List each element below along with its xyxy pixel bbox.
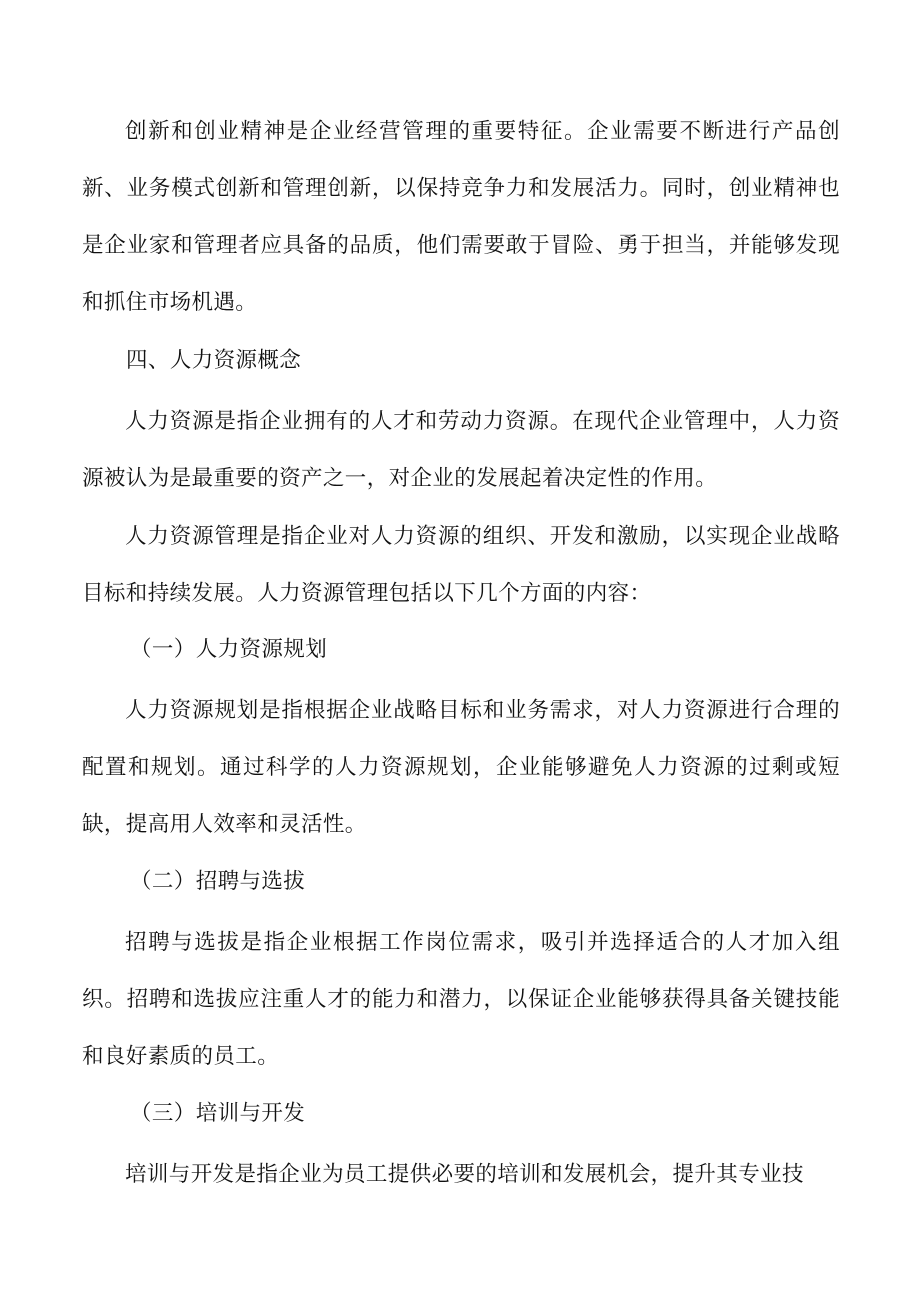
paragraph-recruitment: 招聘与选拔是指企业根据工作岗位需求，吸引并选择适合的人才加入组织。招聘和选拔应注重人才的能力和潜力，以保证企业能够获得具备关键技能和良好素质的员工。	[82, 930, 840, 1069]
paragraph-hr-definition: 人力资源是指企业拥有的人才和劳动力资源。在现代企业管理中，人力资源被认为是最重要的资产之一，对企业的发展起着决定性的作用。	[82, 409, 840, 491]
paragraph-hr-management: 人力资源管理是指企业对人力资源的组织、开发和激励，以实现企业战略目标和持续发展。人力资源管理包括以下几个方面的内容：	[82, 524, 840, 606]
paragraph-innovation: 创新和创业精神是企业经营管理的重要特征。企业需要不断进行产品创新、业务模式创新和管理创新，以保持竞争力和发展活力。同时，创业精神也是企业家和管理者应具备的品质，他们需要敢于冒险、勇于担当，并能够发现和抓住市场机遇。	[82, 119, 840, 315]
subheading-recruitment: （二）招聘与选拔	[130, 869, 306, 894]
subheading-hr-planning: （一）人力资源规划	[130, 637, 328, 662]
subheading-training: （三）培训与开发	[130, 1101, 306, 1126]
paragraph-hr-planning: 人力资源规划是指根据企业战略目标和业务需求，对人力资源进行合理的配置和规划。通过科学的人力资源规划，企业能够避免人力资源的过剩或短缺，提高用人效率和灵活性。	[82, 698, 840, 837]
paragraph-training: 培训与开发是指企业为员工提供必要的培训和发展机会，提升其专业技	[125, 1162, 804, 1187]
section-heading-hr-concept: 四、人力资源概念	[126, 348, 302, 373]
